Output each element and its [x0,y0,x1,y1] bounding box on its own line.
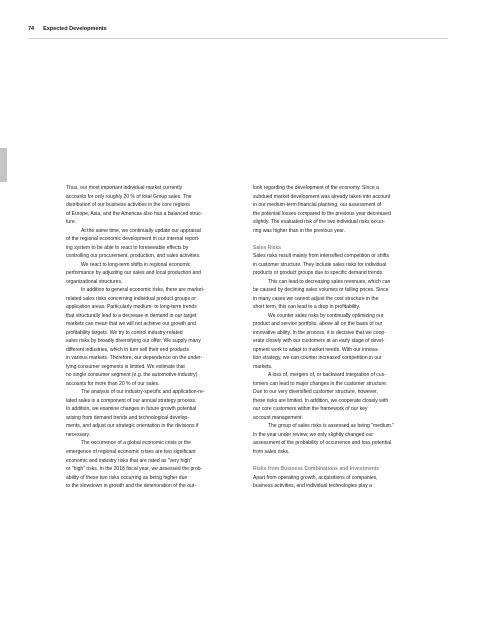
section-heading: Sales Risks [253,244,282,251]
side-tab-marker [0,148,7,182]
section-heading: Risks from Business Combinations and Investments [253,465,380,472]
section-title: Expected Developments [43,26,107,32]
paragraph: The group of sales risks is assessed as being "medium." In the year under review, we only slightly changed our assessment of the probability of occurrence and loss potential from sales risks. [253,423,395,455]
page-number: 74 [28,26,35,32]
paragraph: The occurrence of a global economic crisis or the emergence of regional economic crises are two significant economic and industry risks that are rated as "very high" or "high" risks. In the 2018 fiscal year, we assessed the prob- ability of these two risks occurring as being higher due to the slowdown in growth and the deterioration of the out- [66,440,203,490]
paragraph: This can lead to decreasing sales revenues, which can be caused by declining sales volumes or falling prices. Since in many cases we cannot adjust the cost structure in the short term, this can lead to a drop in profitability. [253,278,391,311]
paragraph: We react to long-term shifts in regional economic performance by adjusting our sales and local production and organizational structures. [66,261,201,285]
paragraph: Apart from operating growth, acquisitions of companies, business activities, and individual technologies play a [253,474,378,490]
paragraph: A loss of, mergers of, or backward integration of cus- tomers can lead to major changes in the customer structure. Due to our very diversified customer structure, however, these risks are limited. In addition, we cooperate closely with our core customers within the framework of our key account management. [253,372,389,421]
paragraph: Thus, our most important individual market currently accounts for only roughly 20 % of total Group sales. The distribution of our business activities in the core regions of Europe, Asia, and the Americas also has a balanced struc- ture. [66,185,203,226]
left-column [66,184,244,491]
paragraph: In addition to general economic risks, there are market- related sales risks concerning individual product groups or application areas. Particularly medium- to long-term trends that structurally lead to a decrease in demand in our target markets can mean that we will not achieve our growth and profitability targets. We try to control industry-related sales risks by broadly diversifying our offer. We supply many different industries, which in turn sell their end products in various markets. Therefore, our dependence on the under- lying consumer segments is limited. We estimate that no single consumer segment (e.g. the automotive industry) accounts for more than 20 % of our sales. [66,287,205,387]
paragraph: We counter sales risks by continually optimizing our product and service portfolio, above all on the basis of our innovative ability. In the process, it is decisive that we coop- erate closely with our customers at an early stage of devel- opment work to adapt to market needs. With our innova- tion strategy, we can counter increased competition in our markets. [253,312,386,370]
page-header [28,26,107,32]
paragraph: Sales risks result mainly from intensified competition or shifts in customer structure. They include sales risks for individual products or product groups due to specific demand trends. [253,253,390,277]
header-rule [28,38,448,39]
right-column [253,184,431,491]
paragraph: look regarding the development of the economy. Since a subdued market development was already taken into account in our medium-term financial planning, our assessment of the potential losses compared to the previous year decreased slightly. The evaluated risk of the two individual risks occur- ring was higher than in the previous year. [253,185,391,234]
paragraph: At the same time, we continually update our appraisal of the regional economic development in our internal report- ing system to be able to react to foreseeable effects by controlling our procurement, production, and sales activities. [66,227,201,260]
paragraph: The analysis of our industry-specific and application-re- lated sales is a component of our annual strategy process. In addition, we examine changes in future growth potential arising from demand trends and technological develop- ments, and adjust our strategic orientation in the divisions if necessary. [66,389,205,438]
